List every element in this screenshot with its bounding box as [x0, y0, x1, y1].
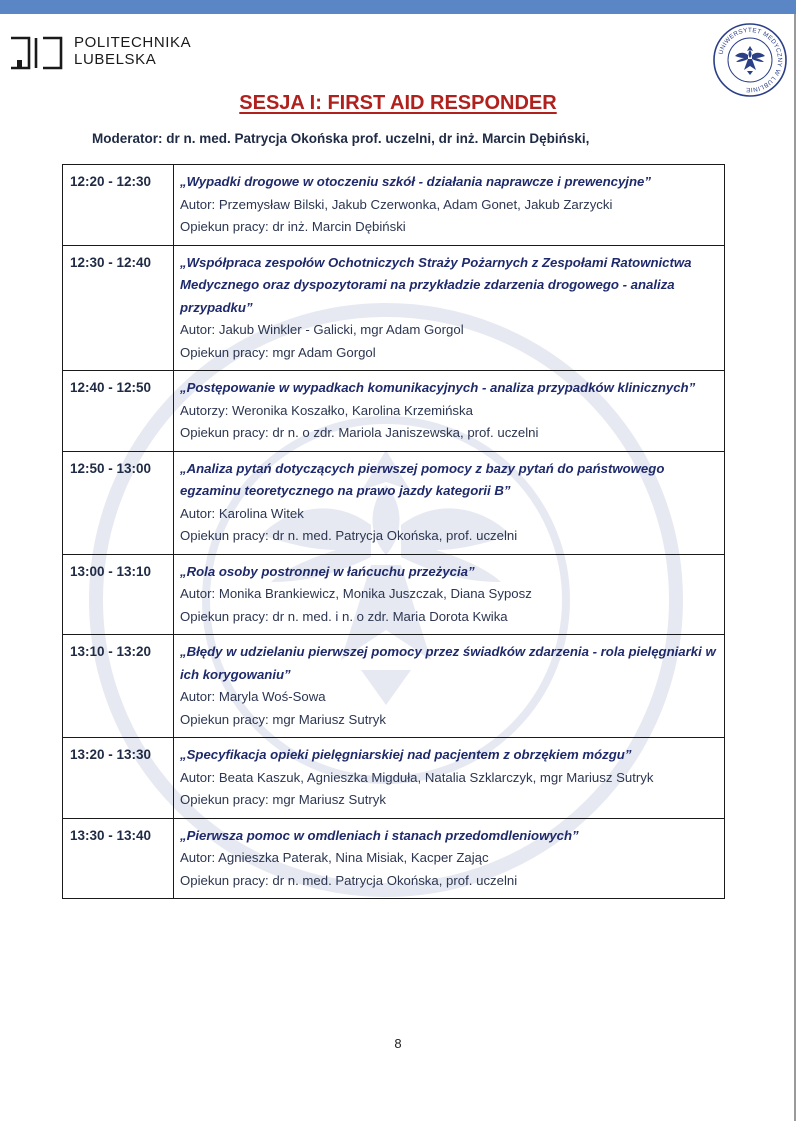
- presentation-title: „Rola osoby postronnej w łańcuchu przeżycia”: [180, 563, 475, 579]
- presentation-supervisor: Opiekun pracy: mgr Mariusz Sutryk: [180, 792, 386, 807]
- time-slot: 13:20 - 13:30: [63, 738, 174, 819]
- presentation-title: „Specyfikacja opieki pielęgniarskiej nad pacjentem z obrzękiem mózgu”: [180, 747, 632, 762]
- schedule-row: [63, 554, 725, 635]
- presentation-title: „Analiza pytań dotyczących pierwszej pomocy z bazy pytań do państwowego egzaminu teoretycznego na prawo jazdy kategorii B”: [180, 460, 665, 498]
- time-slot: 13:00 - 13:10: [63, 554, 174, 635]
- time-slot: 12:50 - 13:00: [63, 451, 174, 554]
- presentation-info: [174, 245, 725, 371]
- schedule-row: [63, 738, 725, 819]
- time-slot: 12:20 - 12:30: [63, 165, 174, 246]
- schedule-table: [62, 164, 725, 899]
- presentation-info: [174, 635, 725, 738]
- presentation-authors: Autor: Agnieszka Paterak, Nina Misiak, Kacper Zając: [180, 850, 489, 865]
- presentation-authors: Autor: Beata Kaszuk, Agnieszka Migduła, Natalia Szklarczyk, mgr Mariusz Sutryk: [180, 769, 654, 785]
- schedule-row: [63, 635, 725, 738]
- presentation-supervisor: Opiekun pracy: dr n. o zdr. Mariola Janiszewska, prof. uczelni: [180, 425, 539, 440]
- presentation-authors: Autor: Monika Brankiewicz, Monika Juszczak, Diana Syposz: [180, 586, 532, 601]
- session-title: SESJA I: FIRST AID RESPONDER: [239, 92, 557, 114]
- schedule-row: [63, 818, 725, 899]
- page-number: 8: [394, 1036, 402, 1051]
- presentation-info: [174, 738, 725, 819]
- logo-text: [74, 34, 191, 68]
- presentation-authors: Autor: Przemysław Bilski, Jakub Czerwonka, Adam Gonet, Jakub Zarzycki: [180, 196, 613, 212]
- schedule-row: [63, 451, 725, 554]
- presentation-title: „Współpraca zespołów Ochotniczych Straży Pożarnych z Zespołami Ratownictwa Medycznego oraz dyspozytorami na przykładzie zdarzenia drogowego - analiza przypadku”: [180, 254, 692, 315]
- presentation-info: [174, 371, 725, 452]
- top-accent-bar: [0, 0, 796, 14]
- moderator-line: Moderator: dr n. med. Patrycja Okońska prof. uczelni, dr inż. Marcin Dębiński,: [92, 131, 590, 146]
- presentation-authors: Autorzy: Weronika Koszałko, Karolina Krzemińska: [180, 402, 473, 418]
- presentation-authors: Autor: Jakub Winkler - Galicki, mgr Adam Gorgol: [180, 322, 464, 337]
- presentation-title: „Postępowanie w wypadkach komunikacyjnych - analiza przypadków klinicznych”: [180, 380, 696, 395]
- presentation-supervisor: Opiekun pracy: dr n. med. i n. o zdr. Maria Dorota Kwika: [180, 608, 508, 624]
- presentation-info: [174, 818, 725, 899]
- presentation-info: [174, 165, 725, 246]
- presentation-info: [174, 554, 725, 635]
- presentation-supervisor: Opiekun pracy: mgr Adam Gorgol: [180, 344, 376, 360]
- university-seal-icon: [712, 22, 788, 98]
- schedule-row: [63, 165, 725, 246]
- presentation-supervisor: Opiekun pracy: dr n. med. Patrycja Okońska, prof. uczelni: [180, 872, 518, 888]
- seal-text: UNIWERSYTET MEDYCZNY W LUBLINIE: [717, 26, 784, 94]
- presentation-title: „Błędy w udzielaniu pierwszej pomocy przez świadków zdarzenia - rola pielęgniarki w ich korygowaniu”: [180, 644, 716, 682]
- presentation-authors: Autor: Karolina Witek: [180, 505, 304, 521]
- time-slot: 13:30 - 13:40: [63, 818, 174, 899]
- schedule-row: [63, 245, 725, 371]
- time-slot: 12:40 - 12:50: [63, 371, 174, 452]
- logo-line-1: POLITECHNIKA: [74, 34, 192, 51]
- time-slot: 13:10 - 13:20: [63, 635, 174, 738]
- presentation-title: „Wypadki drogowe w otoczeniu szkół - działania naprawcze i prewencyjne”: [180, 174, 651, 189]
- time-slot: 12:30 - 12:40: [63, 245, 174, 371]
- presentation-supervisor: Opiekun pracy: mgr Mariusz Sutryk: [180, 711, 386, 727]
- presentation-supervisor: Opiekun pracy: dr inż. Marcin Dębiński: [180, 219, 406, 234]
- presentation-authors: Autor: Maryla Woś-Sowa: [180, 689, 326, 704]
- politechnika-logo-icon: [9, 36, 67, 70]
- presentation-title: „Pierwsza pomoc w omdleniach i stanach przedomdleniowych”: [180, 827, 579, 843]
- logo-line-2: LUBELSKA: [74, 51, 157, 68]
- schedule-row: [63, 371, 725, 452]
- presentation-supervisor: Opiekun pracy: dr n. med. Patrycja Okońska, prof. uczelni: [180, 528, 518, 543]
- presentation-info: [174, 451, 725, 554]
